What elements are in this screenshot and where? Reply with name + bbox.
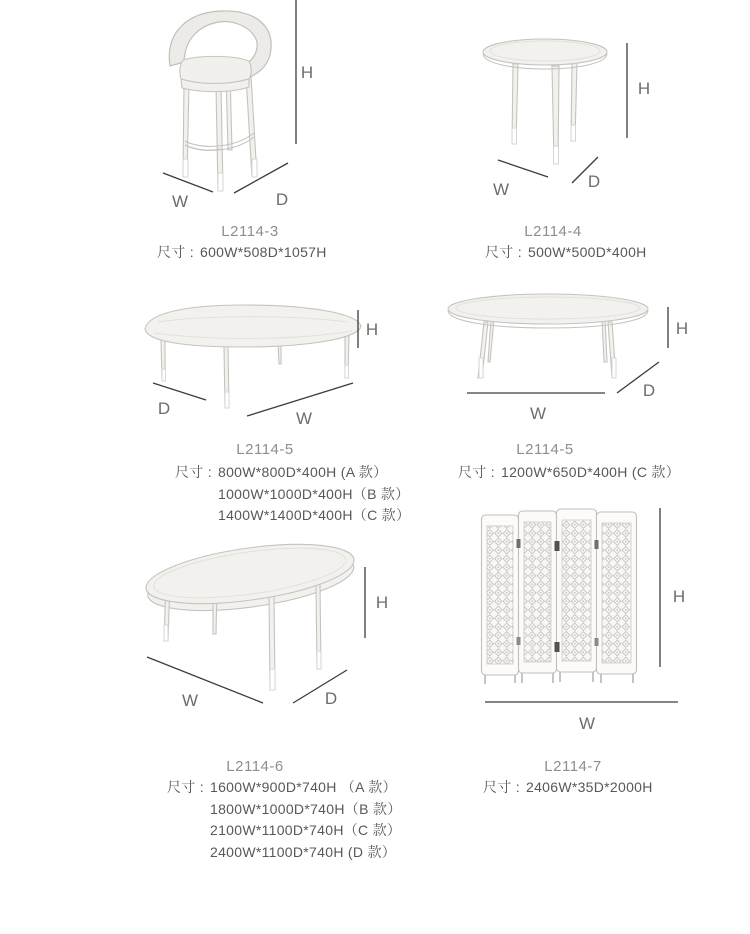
spec-prefix: 尺寸 : — [157, 244, 194, 260]
product-title: L2114-3 — [221, 223, 279, 240]
screen-hinge — [517, 539, 521, 548]
leg-tip — [554, 146, 559, 164]
spec-prefix: 尺寸 : — [175, 464, 212, 480]
depth-dim-label: D — [157, 399, 171, 418]
width-dim-line — [147, 657, 263, 703]
screen-hinge — [555, 541, 560, 551]
screen-hinge — [595, 540, 599, 549]
depth-dim-label: D — [324, 689, 338, 708]
spec-prefix: 尺寸 : — [167, 779, 204, 795]
depth-dim-line — [153, 383, 206, 400]
spec-prefix: 尺寸 : — [458, 464, 495, 480]
spec-prefix: 尺寸 : — [483, 779, 520, 795]
spec-line: 1600W*900D*740H （A 款） — [209, 779, 397, 795]
round-side-table-drawing — [460, 20, 680, 210]
width-dim-label: W — [171, 192, 189, 211]
leg-tip — [252, 159, 257, 177]
product-title: L2114-4 — [524, 223, 582, 240]
product-spec — [175, 462, 410, 527]
product-spec — [167, 777, 402, 863]
height-dim-label: H — [375, 593, 389, 612]
product-title: L2114-7 — [544, 758, 602, 775]
leg-tip — [512, 128, 517, 144]
width-dim-label: W — [181, 691, 199, 710]
leg-tip — [162, 369, 166, 381]
width-dim-label: W — [578, 714, 596, 733]
width-dim-label: W — [295, 409, 313, 428]
leg-tip — [612, 358, 616, 378]
width-dim-line — [498, 160, 548, 177]
depth-dim-label: D — [587, 172, 601, 191]
depth-dim-line — [234, 163, 288, 193]
screen-panel-2 — [519, 511, 557, 673]
screen-hinge — [517, 637, 521, 645]
oval-dining-table-drawing — [120, 540, 400, 730]
product-spec — [157, 242, 327, 264]
product-spec — [483, 777, 653, 799]
leg-tip — [345, 365, 349, 378]
screen-panel-4 — [597, 512, 637, 674]
screen-hinge — [555, 642, 560, 652]
spec-line: 600W*508D*1057H — [199, 244, 327, 260]
folding-screen-drawing — [460, 495, 690, 745]
height-dim-label: H — [365, 320, 379, 339]
product-title: L2114-5 — [236, 441, 294, 458]
height-dim-label: H — [300, 63, 314, 82]
spec-line: 1800W*1000D*740H（B 款） — [209, 800, 402, 817]
leg-tip — [183, 159, 188, 177]
spec-line: 2406W*35D*2000H — [525, 779, 653, 795]
product-spec — [458, 462, 680, 484]
height-dim-label: H — [675, 319, 689, 338]
spec-prefix: 尺寸 : — [485, 244, 522, 260]
stool-seat-cushion — [180, 56, 251, 83]
bar-stool-drawing — [140, 0, 345, 215]
spec-line: 1200W*650D*400H (C 款） — [500, 464, 681, 480]
screen-hinge — [595, 638, 599, 646]
spec-line: 2100W*1100D*740H（C 款） — [209, 822, 402, 838]
leg-tip — [571, 125, 576, 141]
square-coffee-table-drawing — [130, 290, 390, 430]
leg-tip — [225, 392, 229, 408]
product-title: L2114-6 — [226, 758, 284, 775]
width-dim-label: W — [529, 404, 547, 423]
spec-line: 1000W*1000D*400H（B 款） — [217, 485, 410, 502]
depth-dim-line — [293, 670, 347, 703]
leg-tip — [164, 625, 168, 641]
tabletop — [145, 305, 361, 347]
product-title: L2114-5 — [516, 441, 574, 458]
spec-line: 500W*500D*400H — [527, 244, 647, 260]
leg-tip — [479, 358, 483, 378]
oval-coffee-table-drawing — [440, 285, 700, 430]
screen-panel-3 — [557, 509, 597, 672]
product-spec — [485, 242, 647, 264]
leg-tip — [218, 173, 223, 191]
height-dim-label: H — [672, 587, 686, 606]
height-dim-label: H — [637, 79, 651, 98]
spec-line: 1400W*1400D*400H（C 款） — [217, 507, 411, 523]
screen-panel-1 — [482, 515, 519, 675]
depth-dim-label: D — [642, 381, 656, 400]
spec-line: 2400W*1100D*740H (D 款） — [209, 843, 397, 860]
depth-dim-label: D — [275, 190, 289, 209]
leg-tip — [317, 651, 321, 669]
spec-line: 800W*800D*400H (A 款） — [217, 464, 388, 480]
leg-tip — [270, 669, 275, 690]
width-dim-label: W — [492, 180, 510, 199]
